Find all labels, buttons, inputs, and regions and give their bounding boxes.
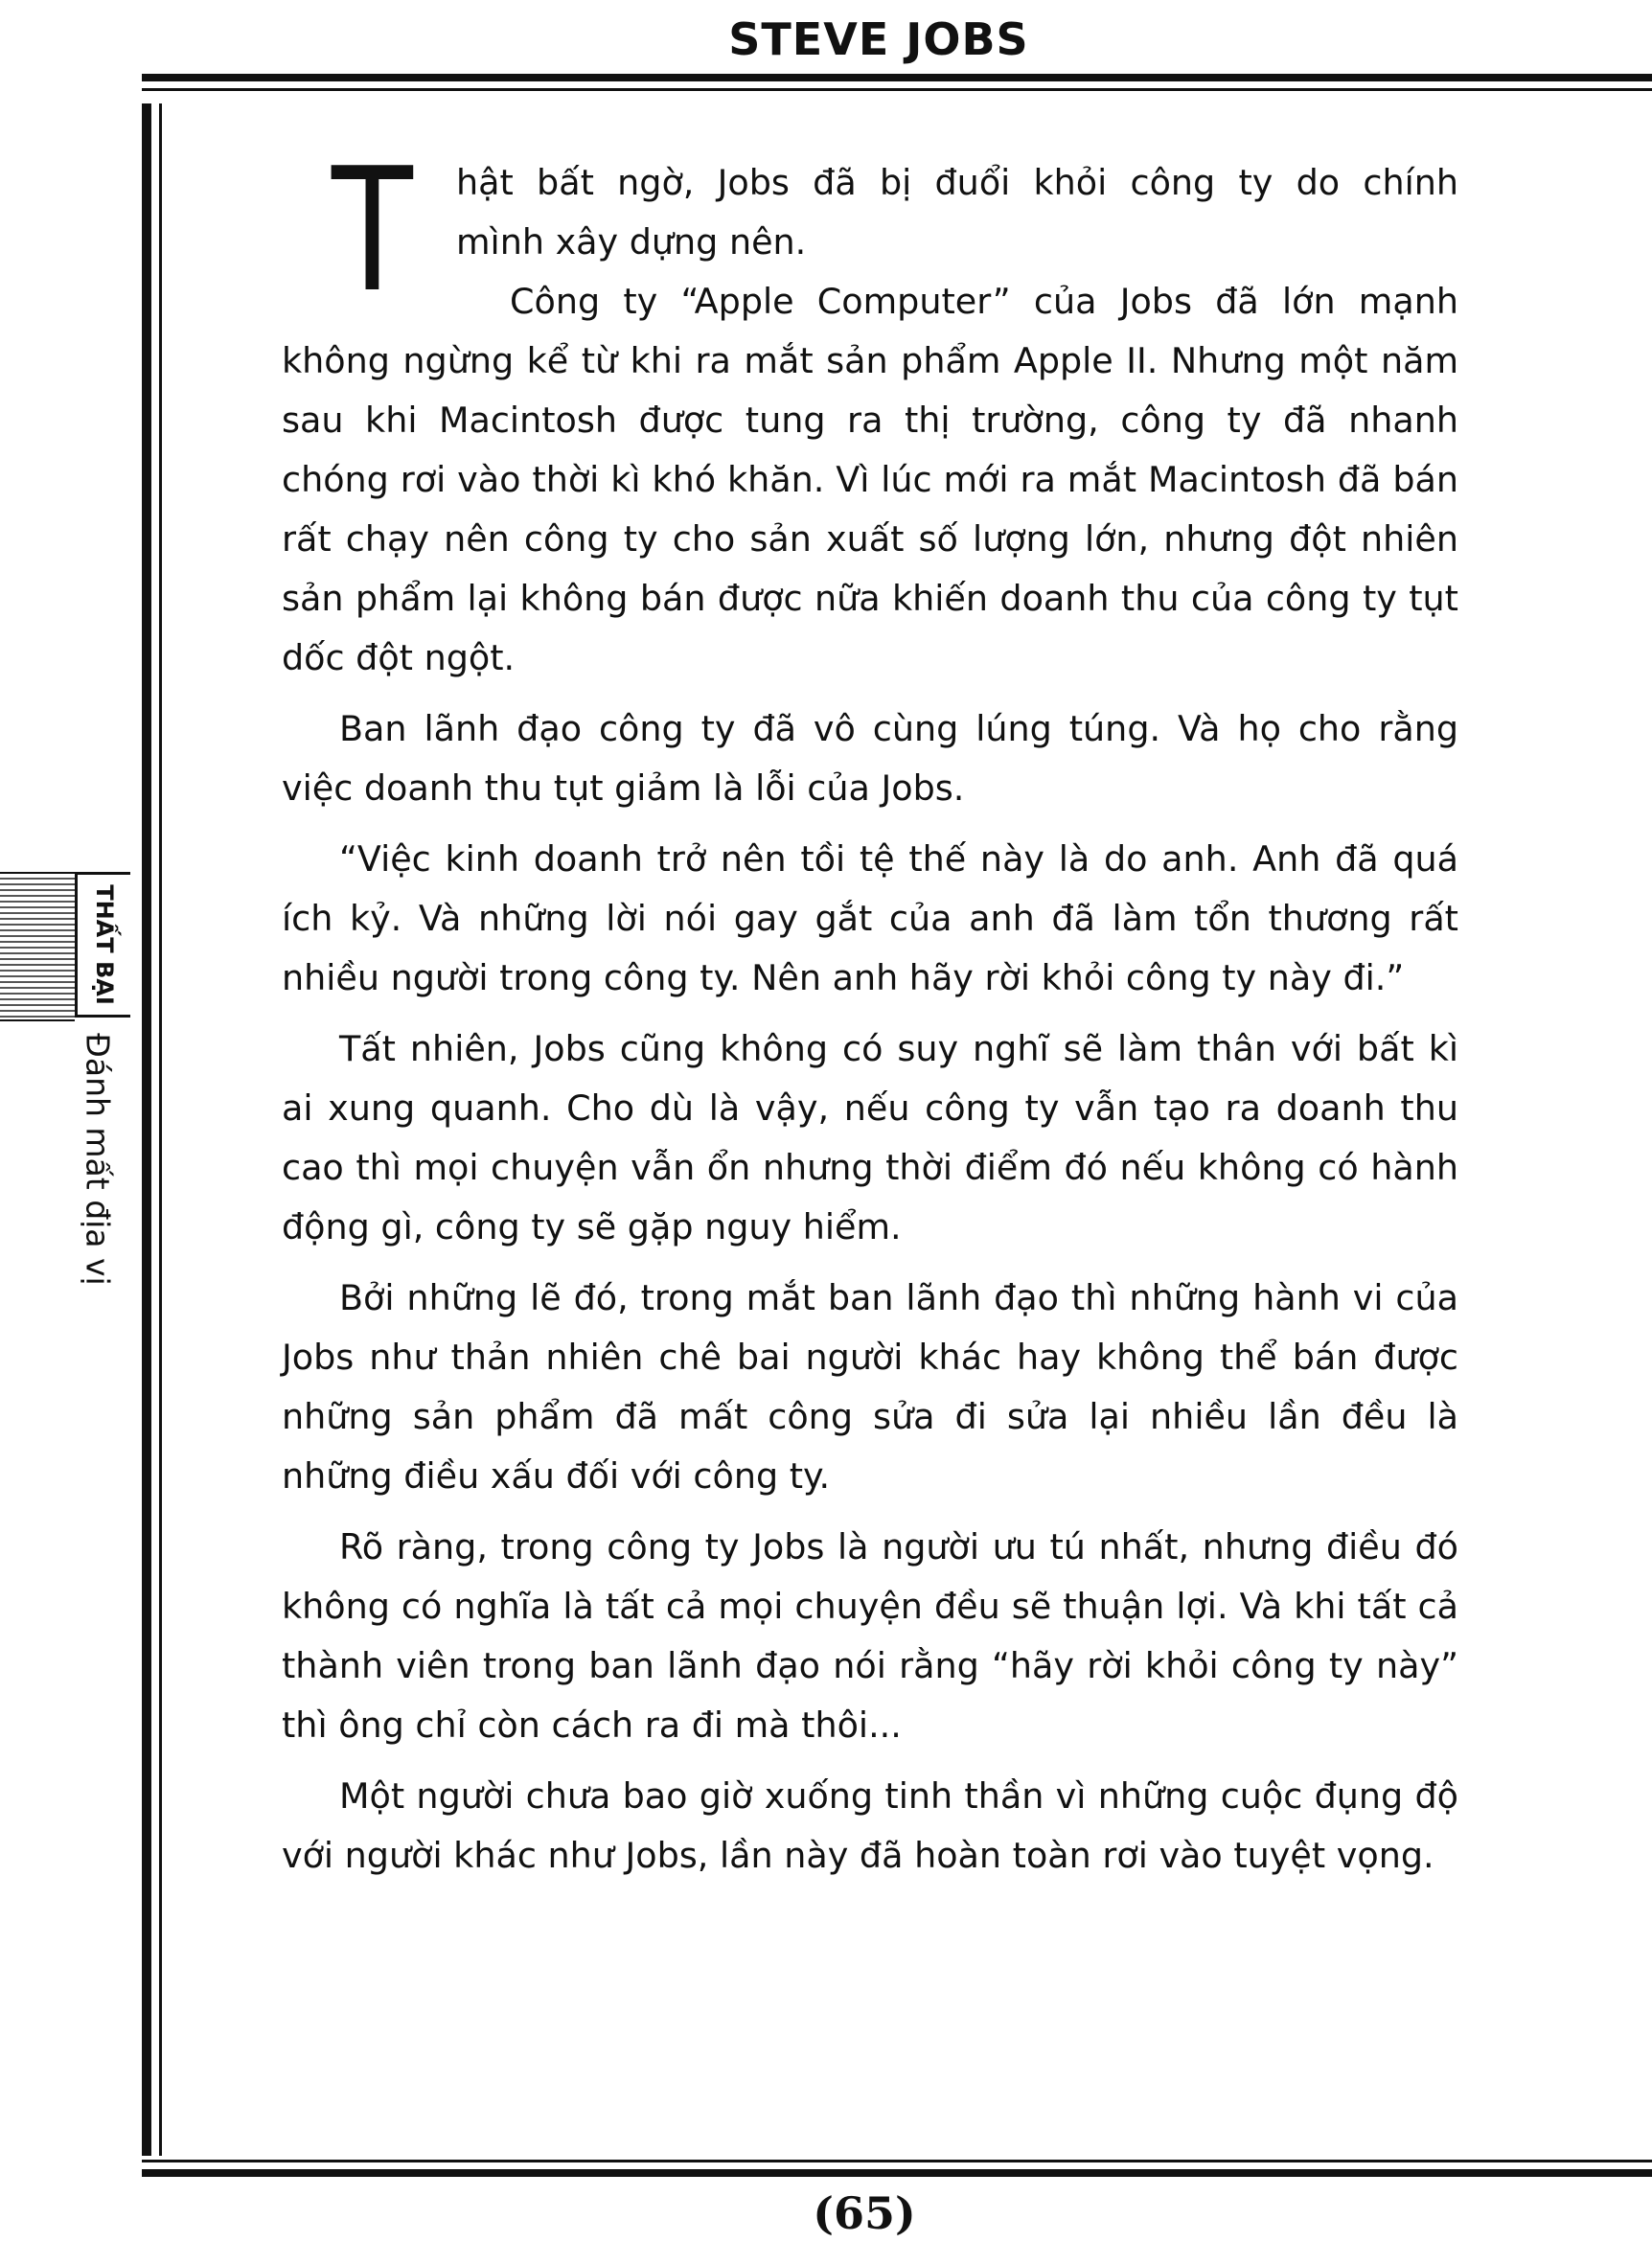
section-label: THẤT BẠI bbox=[90, 884, 118, 1005]
page-number: (65) bbox=[813, 2187, 916, 2239]
chapter-side-tab bbox=[0, 872, 142, 1286]
bottom-rule-thick bbox=[142, 2169, 1652, 2177]
paragraph: Tất nhiên, Jobs cũng không có suy nghĩ sẽ làm thân với bất kì ai xung quanh. Cho dù là vậy, nếu công ty vẫn tạo ra doanh thu cao thì mọi chuyện vẫn ổn nhưng thời điểm đó nếu không có hành động gì, công ty sẽ gặp nguy hiểm. bbox=[282, 1028, 1458, 1247]
drop-cap: T bbox=[332, 131, 413, 330]
section-tab-box bbox=[75, 872, 130, 1018]
paragraph: “Việc kinh doanh trở nên tồi tệ thế này là do anh. Anh đã quá ích kỷ. Và những lời nói gay gắt của anh đã làm tổn thương rất nhiều người trong công ty. Nên anh hãy rời khỏi công ty này đi.” bbox=[282, 838, 1458, 998]
opening-line-1: hật bất ngờ, Jobs đã bị đuổi khỏi công ty do chính bbox=[456, 162, 1458, 203]
running-header-title: STEVE JOBS bbox=[728, 13, 1029, 65]
top-rule-thin bbox=[142, 88, 1652, 91]
tab-stripes-decoration bbox=[0, 872, 75, 1021]
left-frame-thin bbox=[159, 103, 162, 2156]
paragraph: Một người chưa bao giờ xuống tinh thần vì những cuộc đụng độ với người khác như Jobs, lần này đã hoàn toàn rơi vào tuyệt vọng. bbox=[282, 1775, 1458, 1876]
paragraph: Công ty “Apple Computer” của Jobs đã lớn mạnh không ngừng kể từ khi ra mắt sản phẩm Apple II. Nhưng một năm sau khi Macintosh được tung ra thị trường, công ty đã nhanh chóng rơi vào thời kì khó khăn. Vì lúc mới ra mắt Macintosh đã bán rất chạy nên công ty cho sản xuất số lượng lớn, nhưng đột nhiên sản phẩm lại không bán được nữa khiến doanh thu của công ty tụt dốc đột ngột. bbox=[282, 281, 1458, 678]
bottom-rule-thin bbox=[142, 2160, 1652, 2162]
body-text bbox=[282, 131, 1458, 1886]
opening-line-2: mình xây dựng nên. bbox=[456, 221, 807, 263]
paragraph: Bởi những lẽ đó, trong mắt ban lãnh đạo thì những hành vi của Jobs như thản nhiên chê bai người khác hay không thể bán được những sản phẩm đã mất công sửa đi sửa lại nhiều lần đều là những điều xấu đối với công ty. bbox=[282, 1277, 1458, 1497]
opening-lines bbox=[456, 153, 1458, 272]
paragraph: Ban lãnh đạo công ty đã vô cùng lúng túng. Và họ cho rằng việc doanh thu tụt giảm là lỗi của Jobs. bbox=[282, 708, 1458, 809]
left-frame-thick bbox=[142, 103, 151, 2156]
top-rule-thick bbox=[142, 74, 1652, 81]
section-subtitle: Đánh mất địa vị bbox=[79, 1033, 117, 1286]
paragraph: Rõ ràng, trong công ty Jobs là người ưu tú nhất, nhưng điều đó không có nghĩa là tất cả mọi chuyện đều sẽ thuận lợi. Và khi tất cả thành viên trong ban lãnh đạo nói rằng “hãy rời khỏi công ty này” thì ông chỉ còn cách ra đi mà thôi... bbox=[282, 1526, 1458, 1746]
